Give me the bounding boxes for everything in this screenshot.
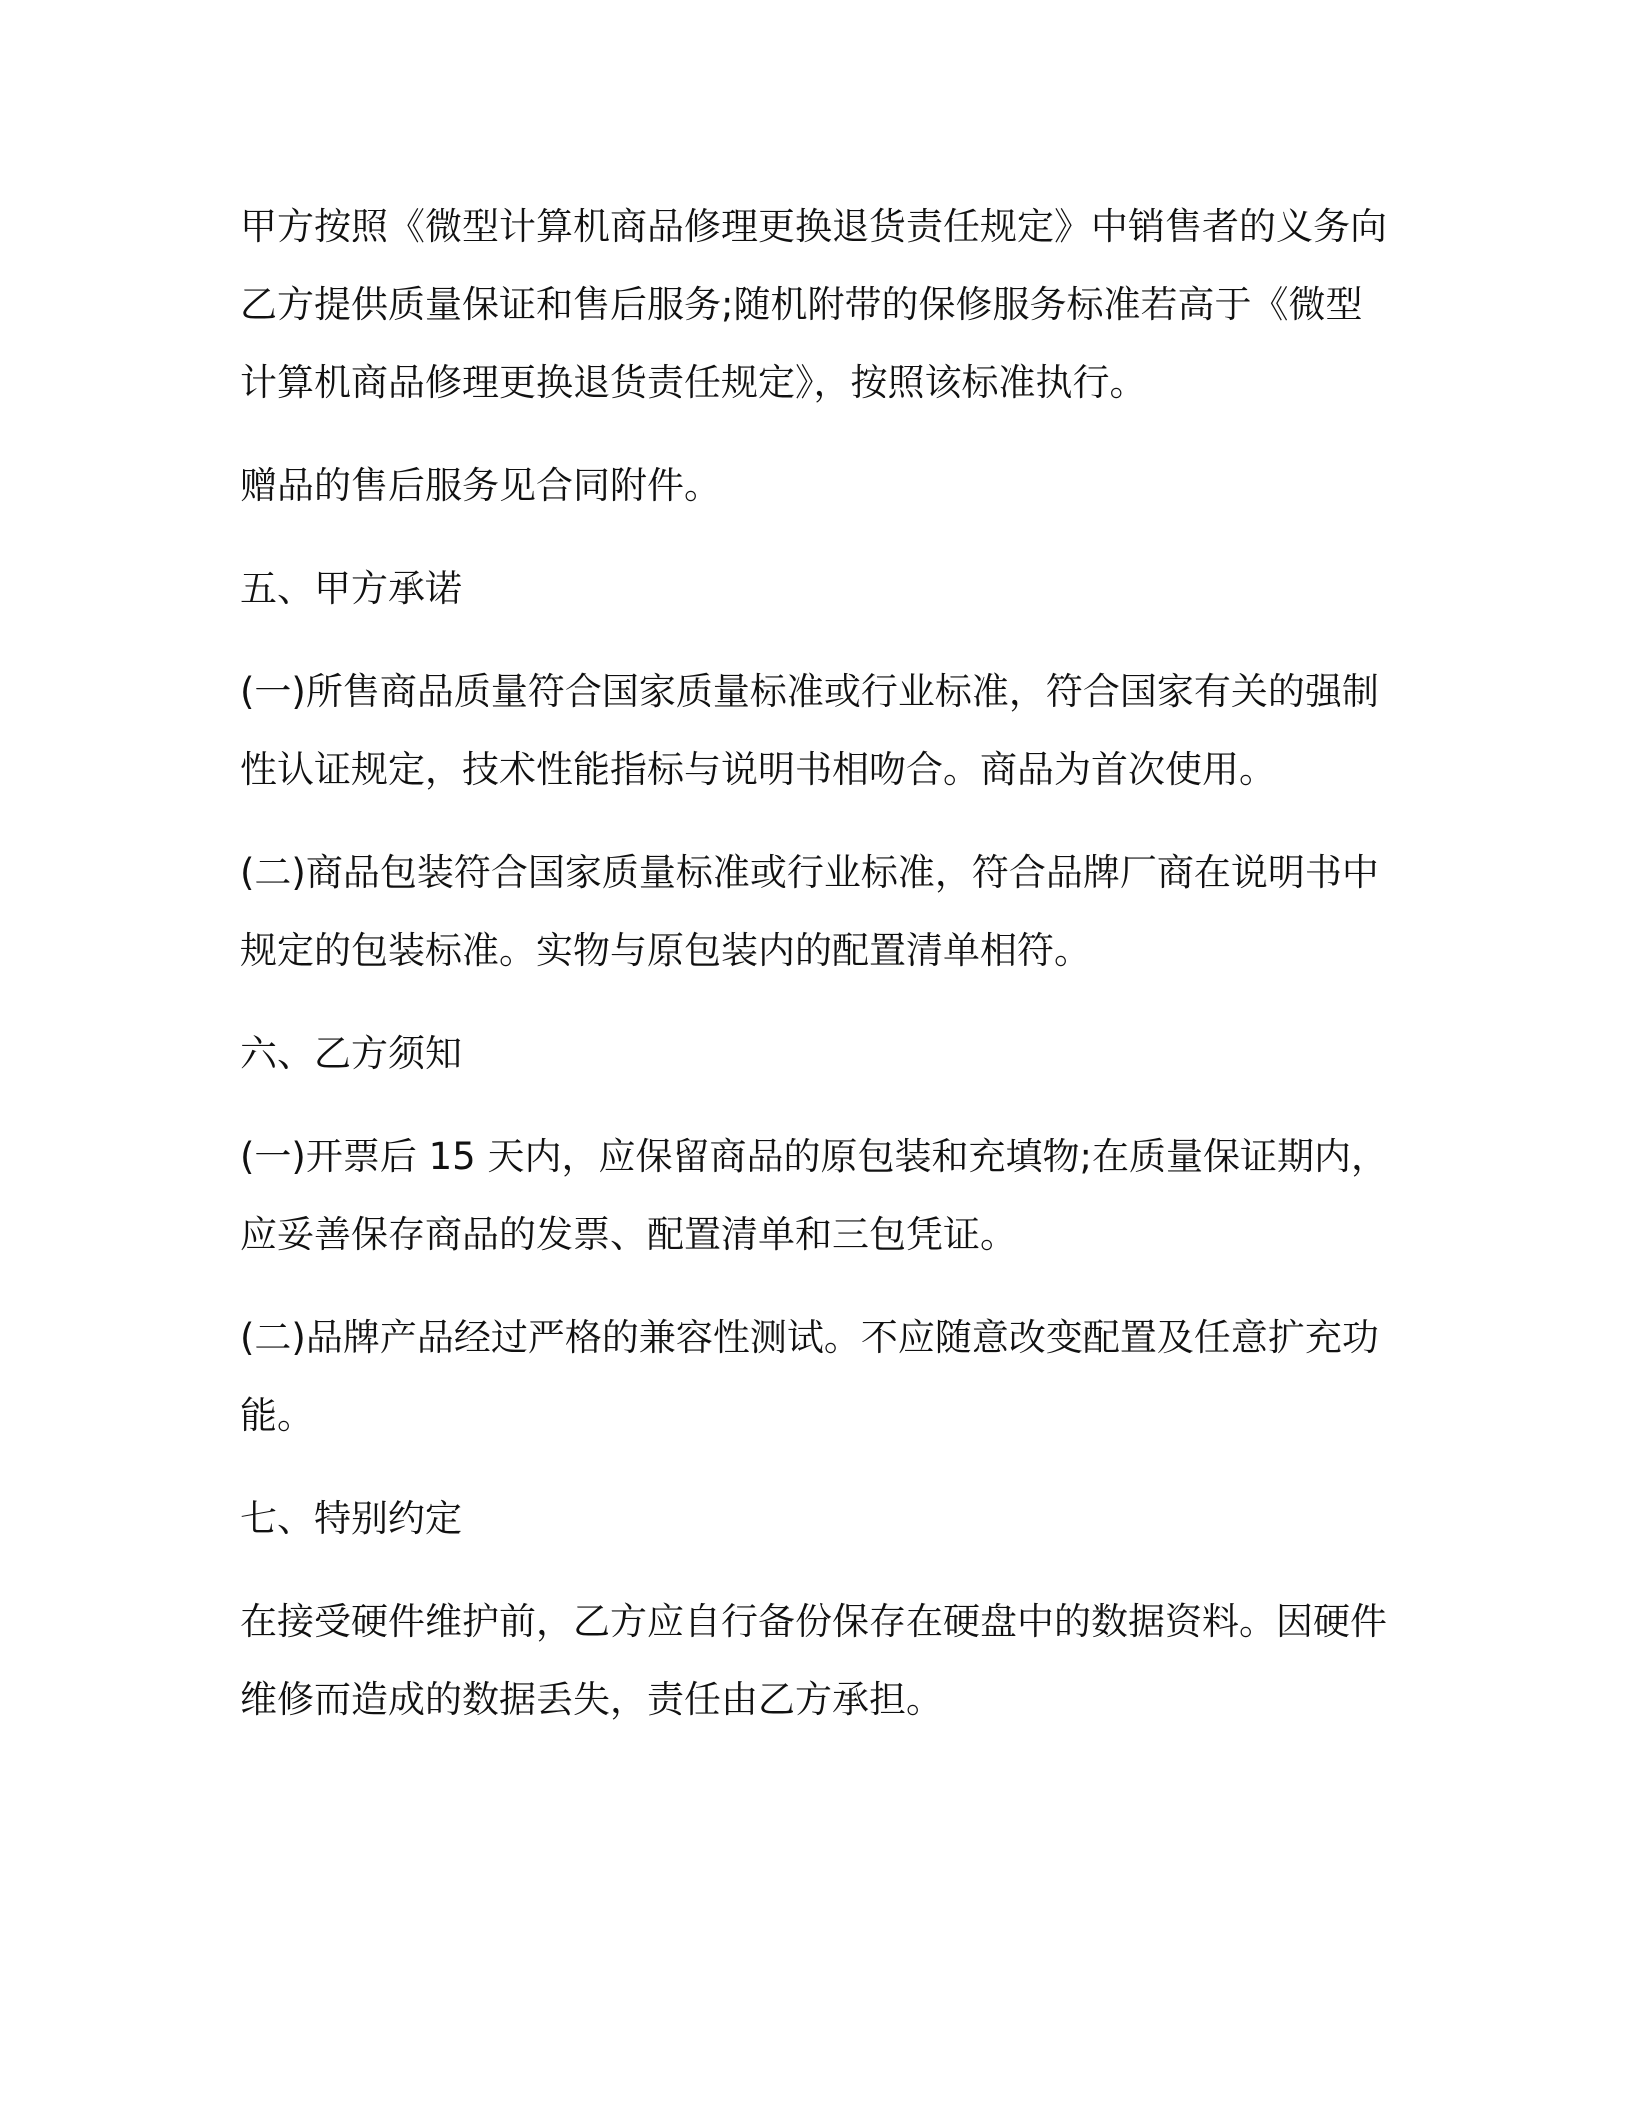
document-body (240, 188, 1396, 1764)
paragraph-special-data-backup: 在接受硬件维护前，乙方应自行备份保存在硬盘中的数据资料。因硬件维修而造成的数据丢失，责任由乙方承担。 (240, 1600, 1387, 1721)
paragraph-commitment-quality: (一)所售商品质量符合国家质量标准或行业标准，符合国家有关的强制性认证规定，技术性能指标与说明书相吻合。商品为首次使用。 (240, 670, 1379, 791)
paragraph-commitment-packaging: (二)商品包装符合国家质量标准或行业标准，符合品牌厂商在说明书中规定的包装标准。实物与原包装内的配置清单相符。 (240, 851, 1379, 972)
paragraph-notice-compatibility: (二)品牌产品经过严格的兼容性测试。不应随意改变配置及任意扩充功能。 (240, 1316, 1379, 1437)
paragraph-gift-service: 赠品的售后服务见合同附件。 (240, 464, 721, 507)
section-heading-party-a-commitment: 五、甲方承诺 (240, 567, 462, 610)
paragraph-notice-keep-packaging: (一)开票后 15 天内，应保留商品的原包装和充填物;在质量保证期内，应妥善保存商品的发票、配置清单和三包凭证。 (240, 1135, 1388, 1256)
paragraph-warranty-basis: 甲方按照《微型计算机商品修理更换退货责任规定》中销售者的义务向乙方提供质量保证和售后服务;随机附带的保修服务标准若高于《微型计算机商品修理更换退货责任规定》，按照该标准执行。 (240, 205, 1387, 404)
section-heading-special-agreement: 七、特别约定 (240, 1497, 462, 1540)
section-heading-party-b-notice: 六、乙方须知 (240, 1032, 462, 1075)
